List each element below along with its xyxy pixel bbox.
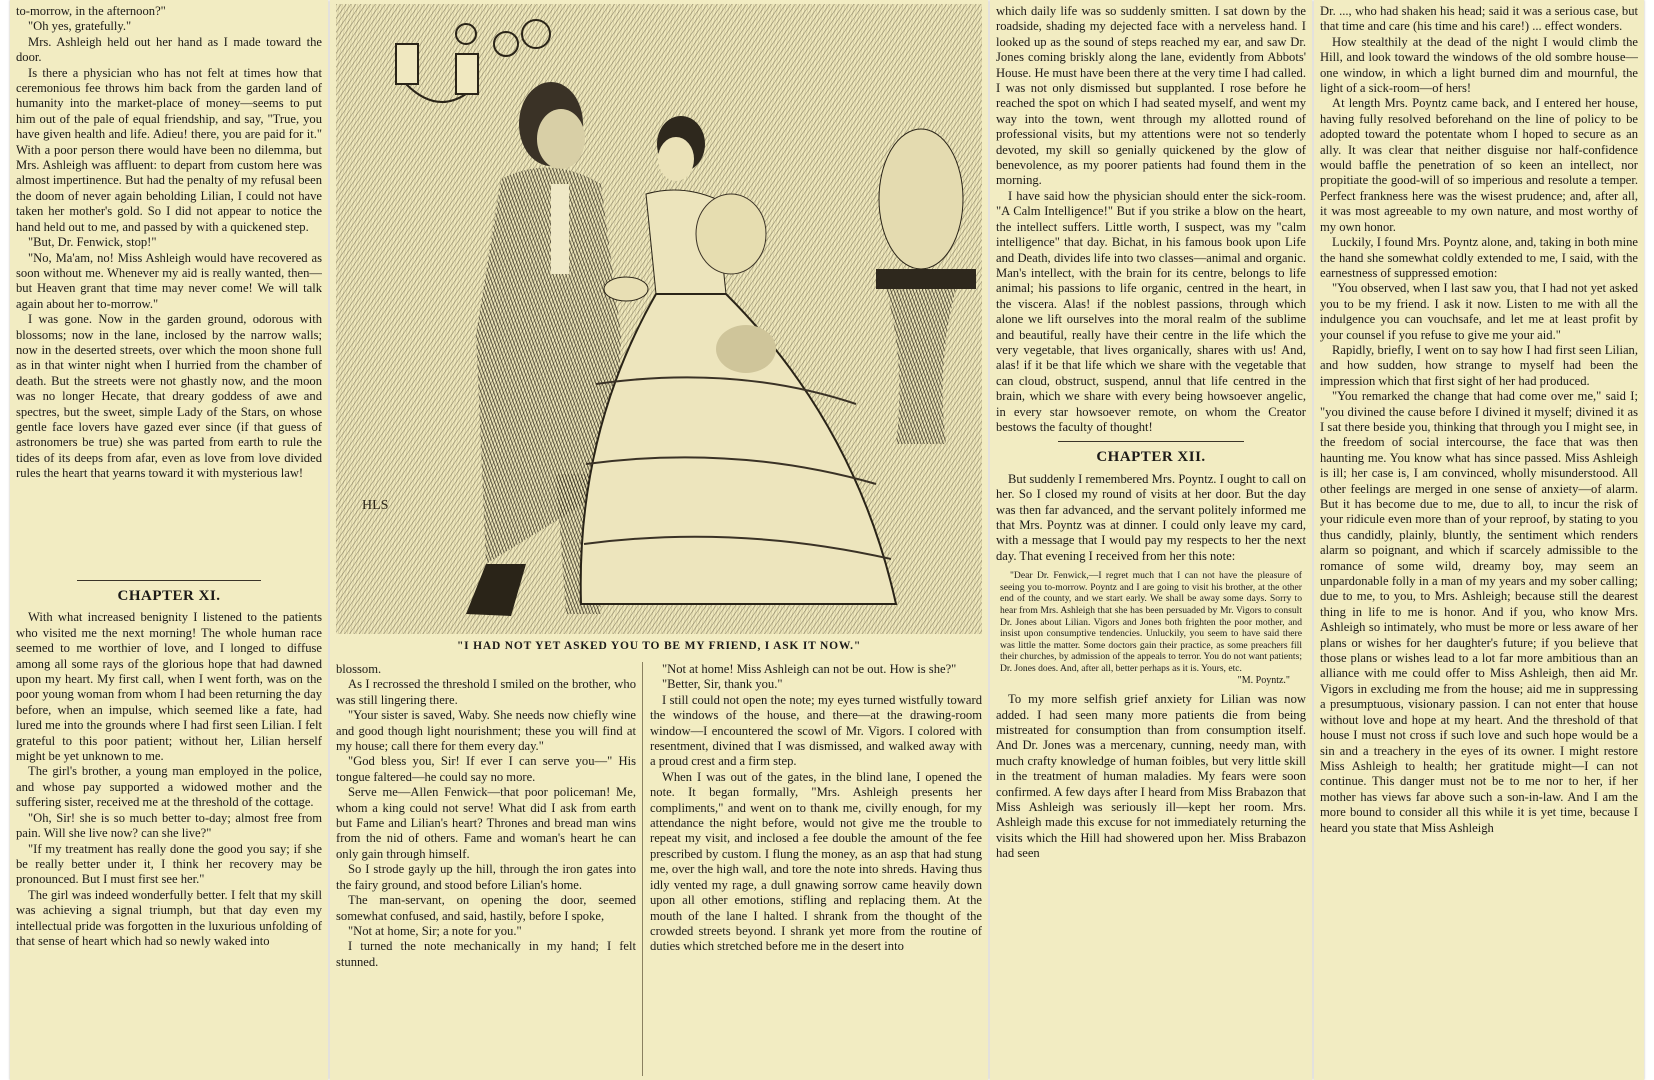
chapter-heading: CHAPTER XII.: [1096, 449, 1206, 466]
paragraph: "No, Ma'am, no! Miss Ashleigh would have recovered as soon without me. Whenever my aid is really wanted, then—but Heaven grant that time may never come! We will talk again about her to-morrow.": [16, 250, 322, 311]
illustration: [336, 4, 982, 634]
clipping-right-center: [990, 0, 1312, 1080]
engraver-signature: HLS: [362, 498, 389, 513]
paragraph: "You observed, when I last saw you, that I had not yet asked you to be my friend. I ask it now. Listen to me with all the indulgence you can vouchsafe, and let me at least profit by your counsel if you refuse to give me your aid.": [1320, 281, 1638, 342]
column-5: [1320, 4, 1638, 1078]
engraving-figure: [336, 4, 982, 634]
rule: [77, 580, 261, 581]
paragraph: blossom.: [336, 662, 382, 676]
paragraph: I have said how the physician should enter the sick-room. "A Calm Intelligence!" But if you strike a blow on the heart, the intellect suffers. Little worth, I suspect, was my "calm intelligence" that day. Bichat, in his famous book upon Life and Death, divides life into two classes—animal and organic. Man's intellect, with the brain for its centre, belongs to life animal; his passions to life organic, centred in the heart, in the viscera. Alas! if the noblest passions, through which alone we lift ourselves into the moral realm of the sublime and beautiful, really have their centre in the life which the very vegetable, that lives organically, shares with us! And, alas! if it be that life which we share with the vegetable that can cloud, obstruct, suspend, annul that life centred in the brain, which we share with every being howsoever angelic, in every star howsoever remote, on whom the Creator bestows the faculty of thought!: [996, 188, 1306, 434]
paragraph: I turned the note mechanically in my hand; I felt stunned.: [336, 939, 636, 969]
paragraph: Rapidly, briefly, I went on to say how I had first seen Lilian, and how sudden, how strange to myself had been the impression which that first sight of her had produced.: [1320, 342, 1638, 388]
joined-hands: [604, 277, 648, 301]
column-4: [996, 4, 1306, 1078]
paragraph: I was gone. Now in the garden ground, odorous with blossoms; now in the lane, inclosed by the narrow walls; now in the deserted streets, over which the moon shone full as in that winter night when I hurried from the chamber of death. But the streets were not ghastly now, and the moon was no longer Hecate, that dreary goddess of awe and spectres, but the sweet, simple Lady of the Stars, on whose gentle face lovers have gazed ever since (if that guess of astronomers be true) she was parted from earth to rule the tides of its deeps from afar, even as love from love divided rules the heart that yearns toward it with mysterious law!: [16, 312, 322, 481]
paragraph: Is there a physician who has not felt at times how that ceremonious fee throws him back from the garden land of humanity into the market-place of money—seems to put him out of the pale of equal friendship, and say, "True, you have given health and life. Adieu! there, you are paid for it." With a poor person there would have been no dilemma, but Mrs. Ashleigh was affluent: to depart from custom here was almost impertinence. But had the penalty of my refusal been the doom of never again beholding Lilian, I could not have taken her mother's gold. So I did not appear to notice the hand held out to me, and passed by with a quickened step.: [16, 65, 322, 234]
paragraph: "Your sister is saved, Waby. She needs now chiefly wine and good though light nourishment; these you will find at my house; call there for them every day.": [336, 708, 636, 754]
paragraph: "Oh, Sir! she is so much better to-day; almost free from pain. Will she live now? can she live?": [16, 810, 322, 841]
paragraph: "But, Dr. Fenwick, stop!": [28, 235, 157, 250]
paragraph: which daily life was so suddenly smitten. I sat down by the roadside, shading my dejected face with a nerveless hand. I looked up as the sound of steps reached my ear, and saw Dr. Jones coming briskly along the lane, evidently from Abbots' House. He must have been there at the very time I had called. I was not only dismissed but supplanted. I rose before he reached the spot on which I had seated myself, and went my way into the town, went through my allotted round of professional visits, but my attentions were not so tenderly devoted, my skill so genially quickened by the glow of benevolence, as my poorer patients had found them in the morning.: [996, 4, 1306, 188]
paragraph: "You remarked the change that had come over me," said I; "you divined the cause before I divined it myself; divined it as I sat there beside you, thinking that through you I might see, in the freedom of social intercourse, the face that was then haunting me. You know what has since passed. Miss Ashleigh is ill; her case is, I am convinced, wholly misunderstood. All other feelings are merged in one sense of anxiety—of alarm. But it has become due to me, due to all, to incur the risk of your ridicule even more than of your reproof, by stating to you thus candidly, plainly, bluntly, the sentiment which renders alarm so poignant, and which if scarcely admissible to the romance of some wild, dreamy boy, may seem an unpardonable folly in a man of my years and my sober calling; due to me, to you, to Mrs. Ashleigh; because still the dearest thing in life to me is honor. And if you, who know Mrs. Ashleigh so intimately, who must be more or less aware of her plans or wishes for her daughter's future; if you believe that those plans or wishes lead to a lot far more ambitious than an alliance with me could offer to Miss Ashleigh, then aid Mr. Vigors in excluding me from the house; aid me in suppressing a presumptuous, visionary passion. I can not enter that house without love and hope at my heart. And the threshold of that house I must not cross if such love and such hope would be a sin and a treachery in the eyes of its owner. I might restore Miss Ashleigh to health; her gratitude might—I can not continue. This danger must not be to me nor to her, if her mother has views far above such a son-in-law. And I am the more bound to consider all this while it is yet time, because I heard you state that Miss Ashleigh: [1320, 389, 1638, 835]
paragraph: As I recrossed the threshold I smiled on the brother, who was still lingering there.: [336, 677, 636, 707]
letter-body: "Dear Dr. Fenwick,—I regret much that I can not have the pleasure of seeing you to-morrow. Poyntz and I are going to visit his brother, at the other end of the county, and we start early. We shall be away some days. Sorry to hear from Mrs. Ashleigh that she has been persuaded by Mr. Vigors to consult Dr. Jones about Lilian. Vigors and Jones both frighten the poor mother, and insist upon consumptive tendencies. Unluckily, you seem to have said there was little the matter. Some doctors gain their practice, as some preachers fill their churches, by admission of the appeals to terror. You do not want patients; Dr. Jones does. And, after all, better perhaps as it is. Yours, etc.: [1000, 570, 1302, 674]
paragraph: "Better, Sir, thank you.": [662, 677, 783, 692]
paragraph: "If my treatment has really done the good you say; if she be really better under it, I think her recovery may be pronounced. But I must first see her.": [16, 841, 322, 887]
paragraph: Dr. ..., who had shaken his head; said it was a serious case, but that time and care (his time and his care!) ... effect wonders.: [1320, 4, 1638, 34]
paragraph: With what increased benignity I listened to the patients who visited me the next morning! The whole human race seemed to me worthier of love, and I longed to diffuse among all some rays of the glorious hope that had dawned upon my heart. My first call, when I went forth, was on the poor young woman from whom I had been returning the day before, when an impulse, which seemed like a fate, had lured me into the grounds where I had first seen Lilian. I felt grateful to this poor patient; without her, Lilian herself might be yet unknown to me.: [16, 610, 322, 764]
chapter-heading: CHAPTER XI.: [117, 588, 221, 604]
paragraph: "Not at home! Miss Ashleigh can not be out. How is she?": [662, 662, 957, 676]
paragraph: The girl was indeed wonderfully better. I felt that my skill was achieving a signal triumph, but that day even my intellectual pride was forgotten in the luxurious unfolding of that sense of heart which had so newly waked into: [16, 887, 322, 948]
column-3-bottom: [650, 662, 982, 1078]
paragraph: "Oh yes, gratefully.": [28, 19, 132, 34]
rule: [1058, 441, 1244, 442]
paragraph: But suddenly I remembered Mrs. Poyntz. I ought to call on her. So I closed my round of visits at her door. But the day was then far advanced, and the servant politely informed me that Mrs. Poyntz was at dinner. I could only leave my card, with a message that I would pay my respects to her the next day. That evening I received from her this note:: [996, 471, 1306, 563]
paragraph: The man-servant, on opening the door, seemed somewhat confused, and said, hastily, before I spoke,: [336, 893, 636, 923]
illustration-caption: "I HAD NOT YET ASKED YOU TO BE MY FRIEND, I ASK IT NOW.": [456, 640, 862, 652]
paragraph: I still could not open the note; my eyes turned wistfully toward the windows of the house, and there—at the drawing-room window—I encountered the scowl of Mr. Vigors. I colored with resentment, divined that I was dismissed, and walked away with a proud crest and a firm step.: [650, 692, 982, 769]
letter-signature: "M. Poyntz.": [1237, 674, 1290, 686]
column-1-top: [16, 4, 322, 566]
paragraph: Mrs. Ashleigh held out her hand as I made toward the door.: [16, 34, 322, 65]
letter-note: [1000, 570, 1302, 686]
clipping-center: [330, 0, 988, 1080]
paragraph: How stealthily at the dead of the night I would climb the Hill, and look toward the windows of the old sombre house—one window, in which a light burned dim and mournful, the light of a sick-room—of hers!: [1320, 34, 1638, 96]
paragraph: The girl's brother, a young man employed in the police, and whose pay supported a widowed mother and the suffering sister, received me at the threshold of the cottage.: [16, 764, 322, 810]
column-rule: [642, 662, 643, 1076]
paragraph: At length Mrs. Poyntz came back, and I entered her house, having fully resolved beforehand on the line of policy to be adopted toward the potentate whom I hoped to secure as an ally. It was clear that neither disguise nor half-confidence would baffle the penetration of so keen an intellect, nor propitiate the good-will of so imperious and resolute a temper. Perfect frankness here was the wisest prudence; and, after all, it was most agreeable to my own nature, and most worthy of my own honor.: [1320, 96, 1638, 234]
paragraph: "God bless you, Sir! If ever I can serve you—" His tongue faltered—he could say no more.: [336, 754, 636, 784]
paragraph: So I strode gayly up the hill, through the iron gates into the fairy ground, and stood before Lilian's home.: [336, 862, 636, 892]
column-2-bottom: [336, 662, 636, 1078]
clipping-right: [1314, 0, 1644, 1080]
column-1-bottom: [16, 574, 322, 1078]
paragraph: When I was out of the gates, in the blind lane, I opened the note. It began formally, "Mrs. Ashleigh presents her compliments," and went on to thank me, civilly enough, for my attendance the night before, would not give me the trouble to repeat my visit, and inclosed a fee double the amount of the fee prescribed by custom. I flung the money, as an asp that had stung me, over the high wall, and tore the note into shreds. Having thus idly vented my rage, a dull gnawing sorrow came heavily down upon all other emotions, stifling and replacing them. At the mouth of the lane I halted. I shrank from the thought of the crowded streets beyond. I shrank yet more from the routine of duties which stretched before me in the desert into: [650, 769, 982, 954]
paragraph: to-morrow, in the afternoon?": [16, 4, 166, 18]
clipping-left: [10, 0, 328, 1080]
paragraph: Serve me—Allen Fenwick—that poor policeman! Me, whom a king could not serve! What did I ask from earth but Fame and Lilian's heart? Thrones and bread man wins from the nid of others. Fame and woman's heart he can only gain through himself.: [336, 785, 636, 861]
paragraph: To my more selfish grief anxiety for Lilian was now added. I had seen many more patients die from being mistreated for consumption than from consumption itself. And Dr. Jones was a mercenary, cunning, needy man, with much crafty knowledge of human foibles, but very little skill in the treatment of human maladies. My fears were soon confirmed. A few days after I heard from Miss Brabazon that Miss Ashleigh was seriously ill—kept her room. Mrs. Ashleigh made this excuse for not immediately returning the visits which the Hill had showered upon her. Miss Brabazon had seen: [996, 692, 1306, 861]
paragraph: "Not at home, Sir; a note for you.": [348, 923, 522, 938]
paragraph: Luckily, I found Mrs. Poyntz alone, and, taking in both mine the hand she somewhat coldly extended to me, I said, with the earnestness of suppressed emotion:: [1320, 235, 1638, 280]
